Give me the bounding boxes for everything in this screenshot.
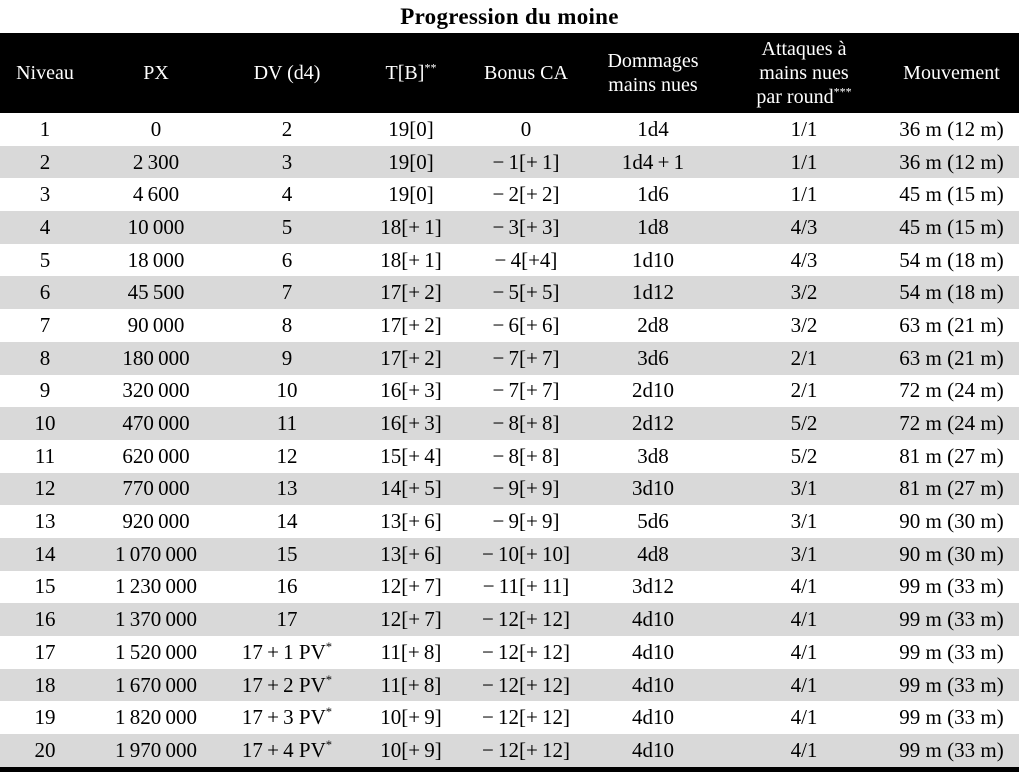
cell-bonus-ca: − 12[+ 12] — [481, 705, 571, 730]
cell-dommages: 4d10 — [632, 639, 674, 664]
cell-dv: 17 + 3 PV* — [241, 705, 333, 730]
cell-bonus-ca: − 12[+ 12] — [481, 672, 571, 697]
cell-bonus-ca: 0 — [520, 116, 532, 141]
cell-mouvement: 99 m (33 m) — [899, 705, 1004, 730]
table-row-level-11 — [0, 440, 1019, 473]
cell-px: 2 300 — [132, 149, 180, 174]
footnote-marker: * — [325, 639, 333, 654]
cell-attaques: 4/3 — [790, 247, 818, 272]
table-row-level-9 — [0, 375, 1019, 408]
cell-px: 770 000 — [122, 476, 190, 501]
table-row-level-15 — [0, 571, 1019, 604]
cell-px: 1 670 000 — [115, 672, 197, 697]
cell-bonus-ca: − 2[+ 2] — [492, 182, 560, 207]
cell-mouvement: 99 m (33 m) — [899, 639, 1004, 664]
cell-px: 0 — [150, 116, 162, 141]
cell-niveau: 4 — [39, 214, 51, 239]
column-header-px: PX — [143, 62, 169, 84]
table-row-level-5 — [0, 244, 1019, 277]
cell-px: 1 070 000 — [115, 541, 197, 566]
cell-dv: 17 + 1 PV* — [241, 639, 333, 664]
cell-dv: 17 — [276, 607, 298, 632]
cell-bonus-ca: − 5[+ 5] — [492, 280, 560, 305]
table-row-level-1 — [0, 113, 1019, 146]
footnote-marker: ** — [424, 60, 437, 75]
table-row-level-7 — [0, 309, 1019, 342]
cell-px: 45 500 — [127, 280, 185, 305]
cell-dommages: 4d10 — [632, 737, 674, 762]
cell-mouvement: 81 m (27 m) — [899, 443, 1004, 468]
cell-t: 13[+ 6] — [380, 541, 442, 566]
column-header-dv: DV (d4) — [253, 62, 321, 84]
cell-niveau: 8 — [39, 345, 51, 370]
cell-dommages: 1d4 + 1 — [621, 149, 685, 174]
cell-niveau: 16 — [34, 607, 56, 632]
cell-dv: 5 — [281, 214, 293, 239]
cell-niveau: 17 — [34, 639, 56, 664]
table-row-level-4 — [0, 211, 1019, 244]
cell-mouvement: 45 m (15 m) — [899, 214, 1004, 239]
cell-attaques: 4/1 — [790, 737, 818, 762]
cell-niveau: 10 — [34, 411, 56, 436]
cell-dommages: 4d10 — [632, 607, 674, 632]
cell-dv: 7 — [281, 280, 293, 305]
cell-dommages: 4d10 — [632, 672, 674, 697]
cell-niveau: 14 — [34, 541, 56, 566]
table-row-level-18 — [0, 669, 1019, 702]
footnote-marker: * — [325, 672, 333, 687]
cell-attaques: 3/2 — [790, 280, 818, 305]
cell-bonus-ca: − 11[+ 11] — [482, 574, 570, 599]
cell-bonus-ca: − 8[+ 8] — [492, 411, 560, 436]
cell-t: 17[+ 2] — [380, 345, 442, 370]
table-row-level-19 — [0, 701, 1019, 734]
cell-dv: 13 — [276, 476, 298, 501]
cell-dv: 8 — [281, 312, 293, 337]
cell-niveau: 9 — [39, 378, 51, 403]
cell-attaques: 2/1 — [790, 345, 818, 370]
table-row-level-13 — [0, 505, 1019, 538]
cell-mouvement: 63 m (21 m) — [899, 345, 1004, 370]
cell-mouvement: 90 m (30 m) — [899, 509, 1004, 534]
cell-attaques: 4/1 — [790, 574, 818, 599]
cell-dommages: 4d10 — [632, 705, 674, 730]
cell-bonus-ca: − 6[+ 6] — [492, 312, 560, 337]
table-row-level-8 — [0, 342, 1019, 375]
cell-t: 19[0] — [388, 182, 434, 207]
cell-dv: 14 — [276, 509, 298, 534]
cell-mouvement: 99 m (33 m) — [899, 737, 1004, 762]
cell-mouvement: 99 m (33 m) — [899, 574, 1004, 599]
cell-attaques: 1/1 — [790, 182, 818, 207]
cell-dommages: 3d8 — [637, 443, 669, 468]
cell-dommages: 3d12 — [632, 574, 674, 599]
cell-px: 90 000 — [127, 312, 185, 337]
cell-mouvement: 45 m (15 m) — [899, 182, 1004, 207]
cell-mouvement: 99 m (33 m) — [899, 672, 1004, 697]
cell-mouvement: 36 m (12 m) — [899, 149, 1004, 174]
cell-dommages: 3d10 — [632, 476, 674, 501]
cell-dv: 12 — [276, 443, 298, 468]
table-header — [0, 33, 1019, 113]
column-header-t: T[B]** — [385, 60, 437, 84]
cell-px: 18 000 — [127, 247, 185, 272]
cell-niveau: 2 — [39, 149, 51, 174]
column-header-attaques: Attaques à mains nues par round*** — [756, 38, 852, 108]
cell-dommages: 4d8 — [637, 541, 669, 566]
cell-attaques: 4/1 — [790, 639, 818, 664]
cell-t: 14[+ 5] — [380, 476, 442, 501]
column-header-dommages: Dommages mains nues — [607, 50, 699, 96]
cell-px: 920 000 — [122, 509, 190, 534]
cell-dommages: 2d8 — [637, 312, 669, 337]
cell-niveau: 1 — [39, 116, 51, 141]
cell-mouvement: 63 m (21 m) — [899, 312, 1004, 337]
cell-mouvement: 36 m (12 m) — [899, 116, 1004, 141]
cell-mouvement: 54 m (18 m) — [899, 280, 1004, 305]
cell-attaques: 4/3 — [790, 214, 818, 239]
cell-bonus-ca: − 12[+ 12] — [481, 737, 571, 762]
cell-px: 180 000 — [122, 345, 190, 370]
table-row-level-3 — [0, 178, 1019, 211]
cell-dv: 4 — [281, 182, 293, 207]
monk-progression-table — [0, 33, 1019, 772]
cell-dommages: 2d10 — [632, 378, 674, 403]
cell-mouvement: 81 m (27 m) — [899, 476, 1004, 501]
cell-niveau: 3 — [39, 182, 51, 207]
column-header-bonus-ca: Bonus CA — [484, 62, 568, 84]
cell-bonus-ca: − 8[+ 8] — [492, 443, 560, 468]
cell-bonus-ca: − 7[+ 7] — [492, 378, 560, 403]
cell-dv: 17 + 4 PV* — [241, 737, 333, 762]
cell-niveau: 15 — [34, 574, 56, 599]
cell-attaques: 4/1 — [790, 705, 818, 730]
cell-t: 17[+ 2] — [380, 280, 442, 305]
cell-dv: 6 — [281, 247, 293, 272]
cell-attaques: 4/1 — [790, 607, 818, 632]
footnote-marker: * — [325, 737, 333, 752]
cell-niveau: 18 — [34, 672, 56, 697]
cell-t: 19[0] — [388, 116, 434, 141]
cell-niveau: 19 — [34, 705, 56, 730]
cell-dommages: 3d6 — [637, 345, 669, 370]
cell-t: 15[+ 4] — [380, 443, 442, 468]
cell-dv: 11 — [276, 411, 298, 436]
table-row-level-14 — [0, 538, 1019, 571]
cell-bonus-ca: − 12[+ 12] — [481, 639, 571, 664]
cell-bonus-ca: − 10[+ 10] — [481, 541, 571, 566]
cell-px: 1 970 000 — [115, 737, 197, 762]
cell-px: 4 600 — [132, 182, 180, 207]
cell-dv: 9 — [281, 345, 293, 370]
cell-attaques: 1/1 — [790, 116, 818, 141]
cell-dv: 2 — [281, 116, 293, 141]
cell-mouvement: 72 m (24 m) — [899, 411, 1004, 436]
cell-niveau: 12 — [34, 476, 56, 501]
cell-px: 470 000 — [122, 411, 190, 436]
cell-t: 10[+ 9] — [380, 737, 442, 762]
cell-t: 16[+ 3] — [380, 378, 442, 403]
page-title: Progression du moine — [400, 4, 619, 29]
footnote-marker: * — [325, 705, 333, 720]
cell-px: 320 000 — [122, 378, 190, 403]
cell-bonus-ca: − 4[+4] — [494, 247, 558, 272]
cell-mouvement: 54 m (18 m) — [899, 247, 1004, 272]
cell-t: 13[+ 6] — [380, 509, 442, 534]
cell-dommages: 2d12 — [632, 411, 674, 436]
table-row-level-2 — [0, 146, 1019, 179]
cell-dv: 10 — [276, 378, 298, 403]
cell-niveau: 20 — [34, 737, 56, 762]
cell-px: 1 230 000 — [115, 574, 197, 599]
cell-niveau: 11 — [34, 443, 56, 468]
cell-attaques: 5/2 — [790, 443, 818, 468]
column-header-mouvement: Mouvement — [903, 62, 1000, 84]
cell-px: 1 370 000 — [115, 607, 197, 632]
cell-bonus-ca: − 1[+ 1] — [492, 149, 560, 174]
table-row-level-16 — [0, 603, 1019, 636]
cell-t: 18[+ 1] — [380, 214, 442, 239]
table-body — [0, 113, 1019, 769]
table-row-level-12 — [0, 473, 1019, 506]
cell-dv: 15 — [276, 541, 298, 566]
cell-attaques: 3/2 — [790, 312, 818, 337]
column-header-niveau: Niveau — [16, 62, 74, 84]
cell-dommages: 1d8 — [637, 214, 669, 239]
cell-dommages: 1d6 — [637, 182, 669, 207]
table-row-level-20 — [0, 734, 1019, 769]
header-row — [0, 33, 1019, 113]
cell-niveau: 13 — [34, 509, 56, 534]
cell-t: 16[+ 3] — [380, 411, 442, 436]
footnote-marker: *** — [833, 84, 852, 99]
cell-bonus-ca: − 3[+ 3] — [492, 214, 560, 239]
cell-dommages: 1d4 — [637, 116, 669, 141]
cell-attaques: 2/1 — [790, 378, 818, 403]
cell-t: 12[+ 7] — [380, 607, 442, 632]
cell-t: 12[+ 7] — [380, 574, 442, 599]
cell-dommages: 5d6 — [637, 509, 669, 534]
cell-niveau: 7 — [39, 312, 51, 337]
cell-attaques: 5/2 — [790, 411, 818, 436]
cell-niveau: 6 — [39, 280, 51, 305]
cell-niveau: 5 — [39, 247, 51, 272]
cell-attaques: 3/1 — [790, 509, 818, 534]
cell-attaques: 3/1 — [790, 476, 818, 501]
cell-px: 620 000 — [122, 443, 190, 468]
cell-t: 19[0] — [388, 149, 434, 174]
table-row-level-10 — [0, 407, 1019, 440]
table-row-level-6 — [0, 276, 1019, 309]
cell-px: 10 000 — [127, 214, 185, 239]
cell-dommages: 1d10 — [632, 247, 674, 272]
cell-mouvement: 90 m (30 m) — [899, 541, 1004, 566]
cell-t: 18[+ 1] — [380, 247, 442, 272]
cell-dommages: 1d12 — [632, 280, 674, 305]
cell-attaques: 1/1 — [790, 149, 818, 174]
cell-dv: 3 — [281, 149, 293, 174]
cell-mouvement: 72 m (24 m) — [899, 378, 1004, 403]
table-row-level-17 — [0, 636, 1019, 669]
cell-attaques: 3/1 — [790, 541, 818, 566]
cell-attaques: 4/1 — [790, 672, 818, 697]
cell-mouvement: 99 m (33 m) — [899, 607, 1004, 632]
cell-bonus-ca: − 7[+ 7] — [492, 345, 560, 370]
cell-bonus-ca: − 9[+ 9] — [492, 509, 560, 534]
cell-bonus-ca: − 12[+ 12] — [481, 607, 571, 632]
cell-t: 11[+ 8] — [380, 672, 442, 697]
cell-t: 10[+ 9] — [380, 705, 442, 730]
cell-px: 1 520 000 — [115, 639, 197, 664]
cell-dv: 16 — [276, 574, 298, 599]
cell-t: 11[+ 8] — [380, 639, 442, 664]
cell-px: 1 820 000 — [115, 705, 197, 730]
cell-dv: 17 + 2 PV* — [241, 672, 333, 697]
cell-bonus-ca: − 9[+ 9] — [492, 476, 560, 501]
cell-t: 17[+ 2] — [380, 312, 442, 337]
